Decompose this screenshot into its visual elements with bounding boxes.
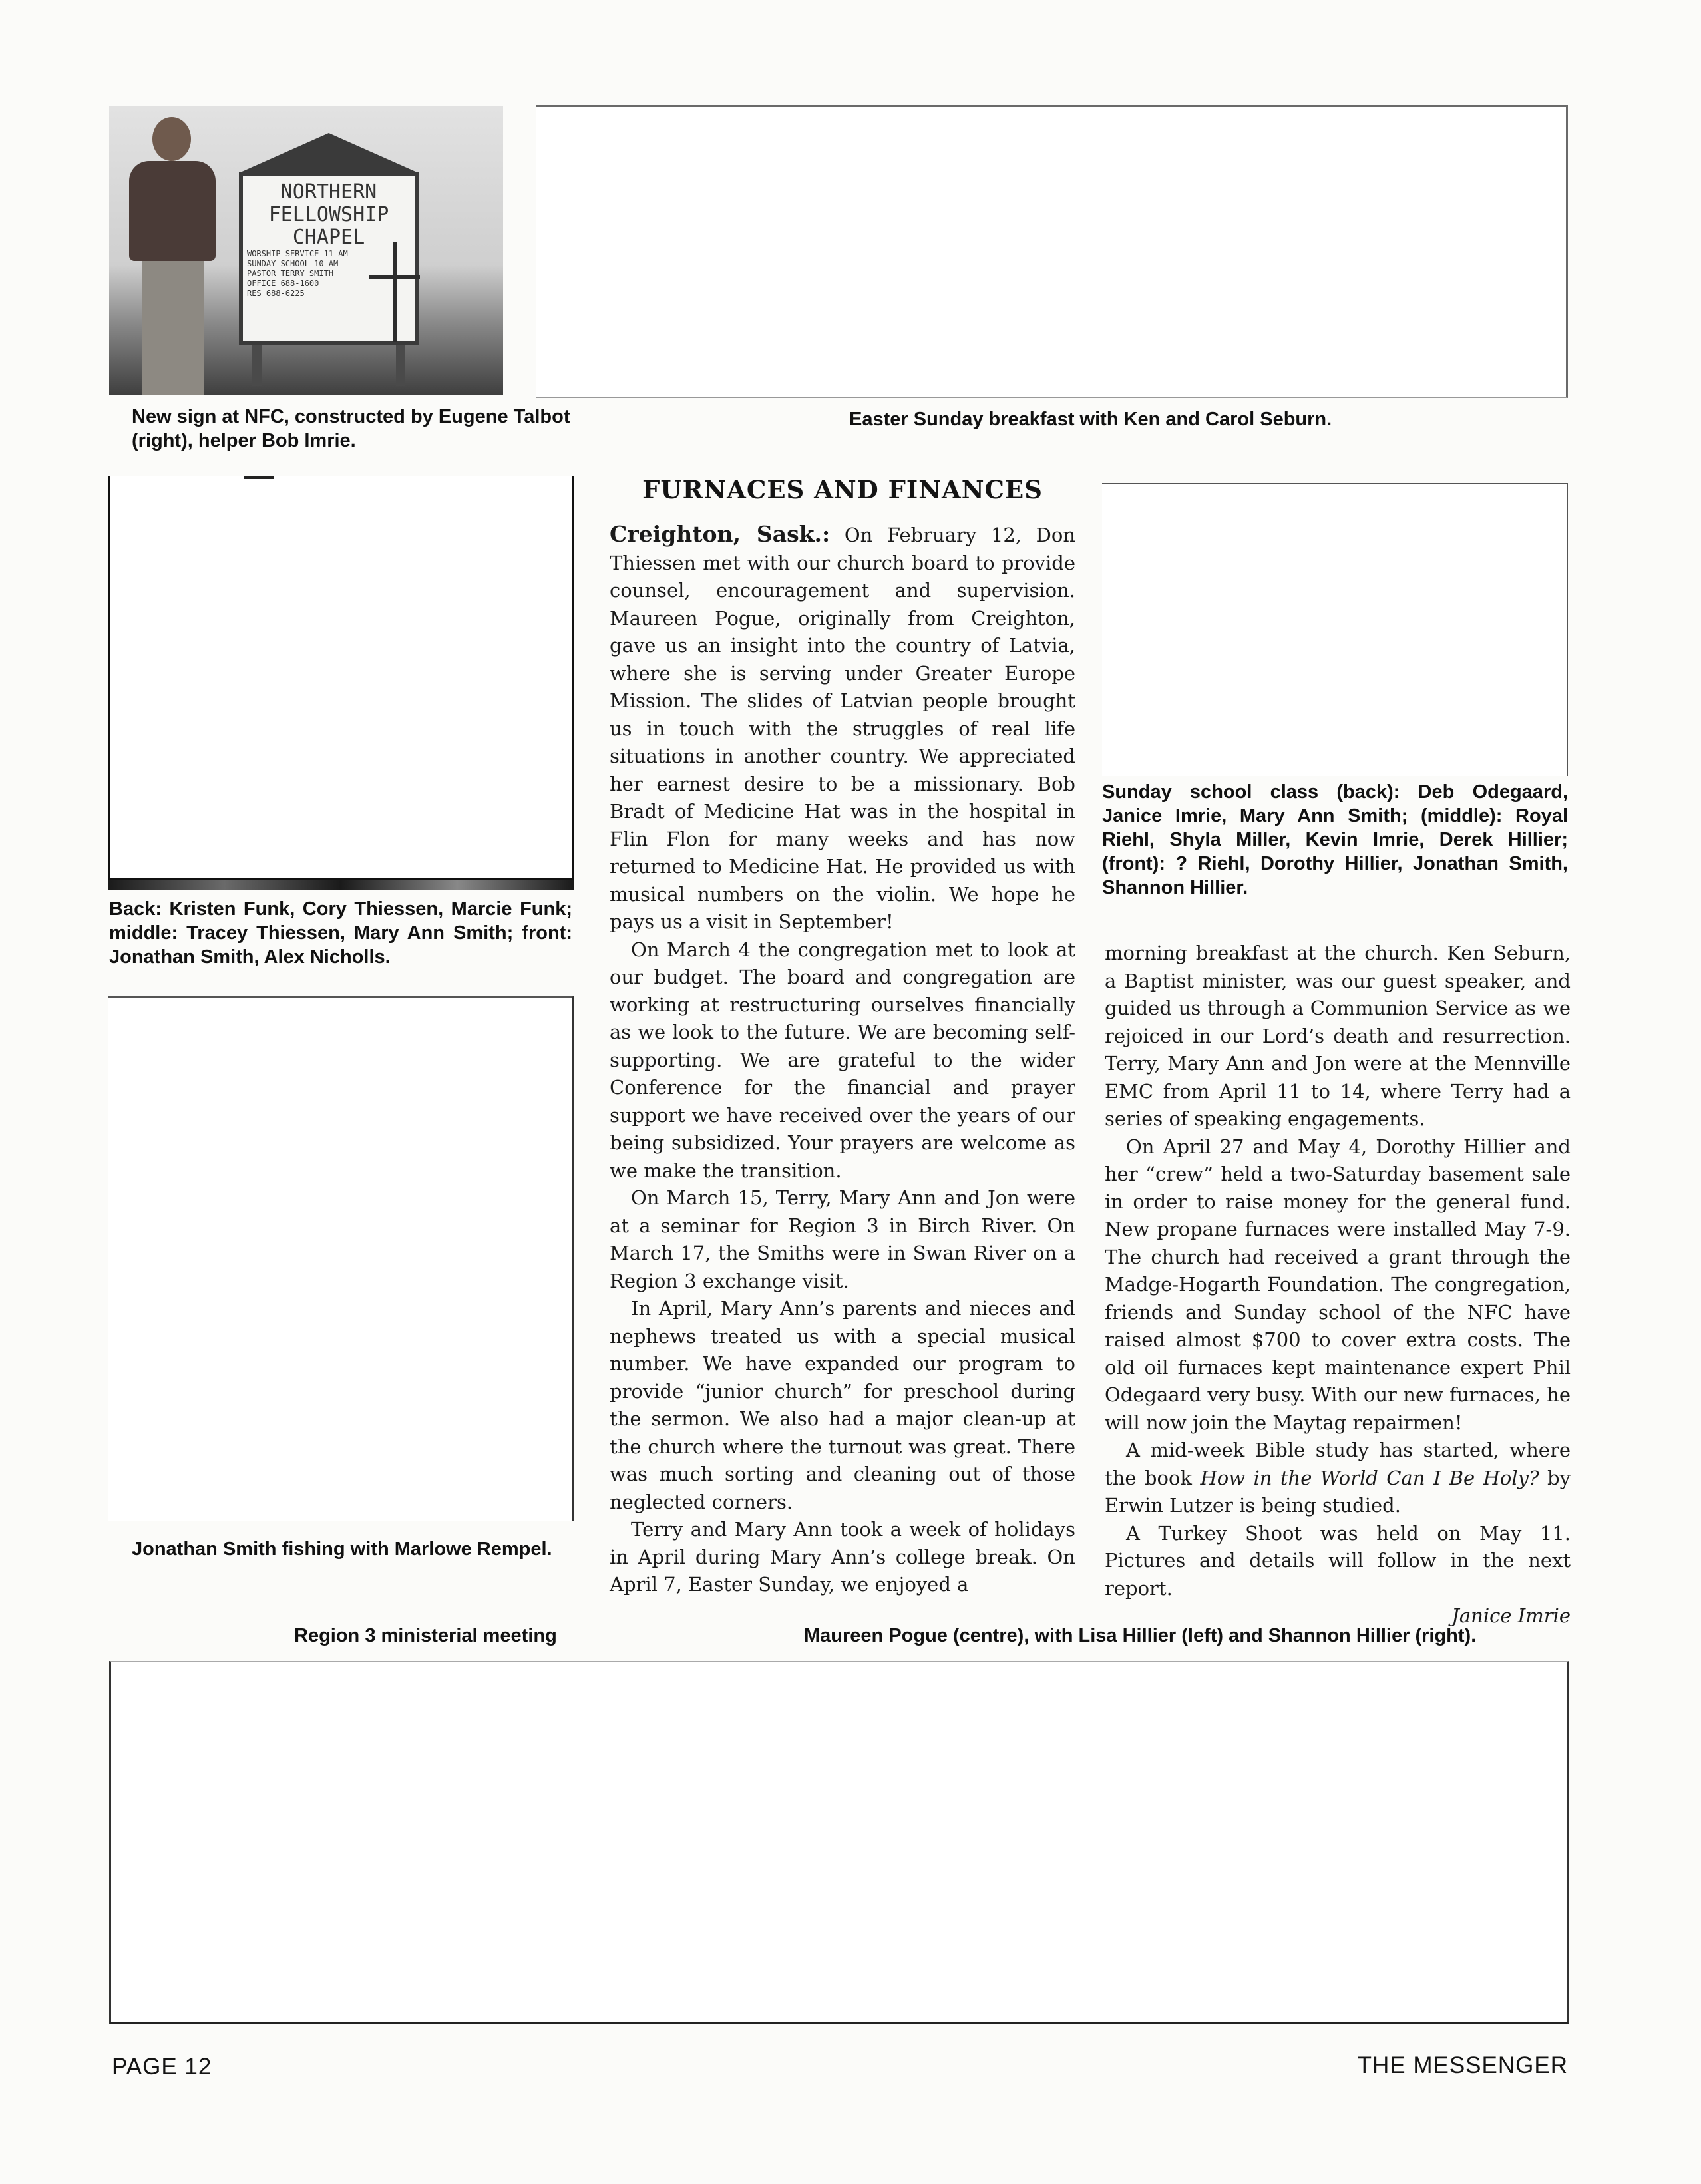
bottom-wide-photo: [109, 1661, 1569, 2024]
article-column-2: [1105, 940, 1571, 1630]
cross-icon: [393, 242, 397, 342]
article-paragraph: Terry and Mary Ann took a week of holidays in April during Mary Ann’s college break. On April 7, Easter Sunday, we enjoyed a: [610, 1518, 1075, 1596]
article-paragraph: In April, Mary Ann’s parents and nieces and nephews treated us with a special musical number. We have expanded our program to provide “junior church” for preschool during the sermon. We also had a major clean-up at the church where the turnout was great. There was much sorting and cleaning out of those neglected corners.: [610, 1297, 1075, 1513]
article-paragraph: A mid-week Bible study has started, where the book How in the World Can I Be Holy? by Erwin Lutzer is being studied.: [1105, 1439, 1571, 1517]
group-photo-strip: [108, 880, 574, 890]
sign-detail-2: SUNDAY SCHOOL 10 AM: [247, 259, 339, 268]
fishing-photo: [108, 996, 574, 1521]
church-sign: [239, 133, 419, 386]
region-caption: Region 3 ministerial meeting: [294, 1625, 557, 1646]
article-signature: Janice Imrie: [1451, 1604, 1571, 1627]
article-paragraph: On March 4 the congregation met to look at our budget. The board and congregation are working at restructuring ourselves financially as we look to the future. We are becoming self-supporting. We are grateful to the wider Conference for the financial and prayer support we have received over the years of our being subsidized. Your prayers are welcome as we make the transition.: [610, 938, 1075, 1182]
sign-line-2: FELLOWSHIP: [268, 203, 389, 226]
article-paragraph: A Turkey Shoot was held on May 11. Pictures and details will follow in the next report.: [1105, 1521, 1571, 1600]
sign-detail-3: PASTOR TERRY SMITH: [247, 269, 334, 278]
sunday-school-caption: Sunday school class (back): Deb Odegaard, Janice Imrie, Mary Ann Smith; (middle): Royal Riehl, Shyla Miller, Kevin Imrie, Derek Hillier; (front): ? Riehl, Dorothy Hillier, Jonathan Smith, Shannon Hillier.: [1102, 781, 1568, 898]
group-caption: Back: Kristen Funk, Cory Thiessen, Marcie Funk; middle: Tracey Thiessen, Mary Ann Smith; front: Jonathan Smith, Alex Nicholls.: [109, 898, 572, 968]
article-paragraph: On March 15, Terry, Mary Ann and Jon were at a seminar for Region 3 in Birch River. On March 17, the Smiths were in Swan River on a Region 3 exchange visit.: [610, 1186, 1075, 1292]
easter-photo: [536, 105, 1568, 398]
page-number: PAGE 12: [112, 2054, 212, 2080]
easter-caption: Easter Sunday breakfast with Ken and Carol Seburn.: [849, 409, 1332, 430]
pogue-caption: Maureen Pogue (centre), with Lisa Hillier (left) and Shannon Hillier (right).: [804, 1625, 1477, 1646]
sunday-school-photo: [1102, 483, 1568, 776]
person-figure: [122, 117, 222, 395]
publication-name: THE MESSENGER: [1357, 2052, 1568, 2078]
sign-line-1: NORTHERN: [280, 180, 377, 204]
article-paragraph: Creighton, Sask.: On February 12, Don Thiessen met with our church board to provide counsel, encouragement and supervision. Maureen Pogue, originally from Creighton, gave us an insight into the country of Latvia, where she is serving under Greater Europe Mission. The slides of Latvian people brought us in touch with the struggles of real life situations in another country. We appreciated her earnest desire to be a missionary. Bob Bradt of Medicine Hat was in the hospital in Flin Flon for many weeks and has now returned to Medicine Hat. He provided us with musical numbers on the violin. We hope he pays us a visit in September!: [610, 521, 1076, 933]
article-dateline: Creighton, Sask.:: [610, 521, 831, 547]
group-photo: [108, 476, 574, 881]
fishing-caption: Jonathan Smith fishing with Marlowe Rempel.: [132, 1539, 552, 1560]
article-headline: FURNACES AND FINANCES: [642, 475, 1043, 504]
article-paragraph: morning breakfast at the church. Ken Seburn, a Baptist minister, was our guest speaker, and guided us through a Communion Service as we rejoiced in our Lord’s death and resurrection. Terry, Mary Ann and Jon were at the Mennville EMC from April 11 to 14, where Terry had a series of speaking engagements.: [1105, 942, 1571, 1130]
sign-detail-5: RES 688-6225: [247, 289, 305, 298]
sign-detail-1: WORSHIP SERVICE 11 AM: [247, 249, 348, 258]
sign-caption: New sign at NFC, constructed by Eugene Talbot (right), helper Bob Imrie.: [132, 406, 570, 451]
article-column-1: [610, 520, 1075, 1599]
sign-detail-4: OFFICE 688-1600: [247, 279, 319, 288]
article-paragraph: On April 27 and May 4, Dorothy Hillier and her “crew” held a two-Saturday basement sale in order to raise money for the general fund. New propane furnaces were installed May 7-9. The church had received a grant through the Madge-Hogarth Foundation. The congregation, friends and Sunday school of the NFC have raised almost $700 to cover extra costs. The old oil furnaces kept maintenance expert Phil Odegaard very busy. With our new furnaces, he will now join the Maytag repairmen!: [1105, 1135, 1571, 1434]
sign-photo: [109, 106, 503, 395]
sign-line-3: CHAPEL: [292, 226, 365, 249]
